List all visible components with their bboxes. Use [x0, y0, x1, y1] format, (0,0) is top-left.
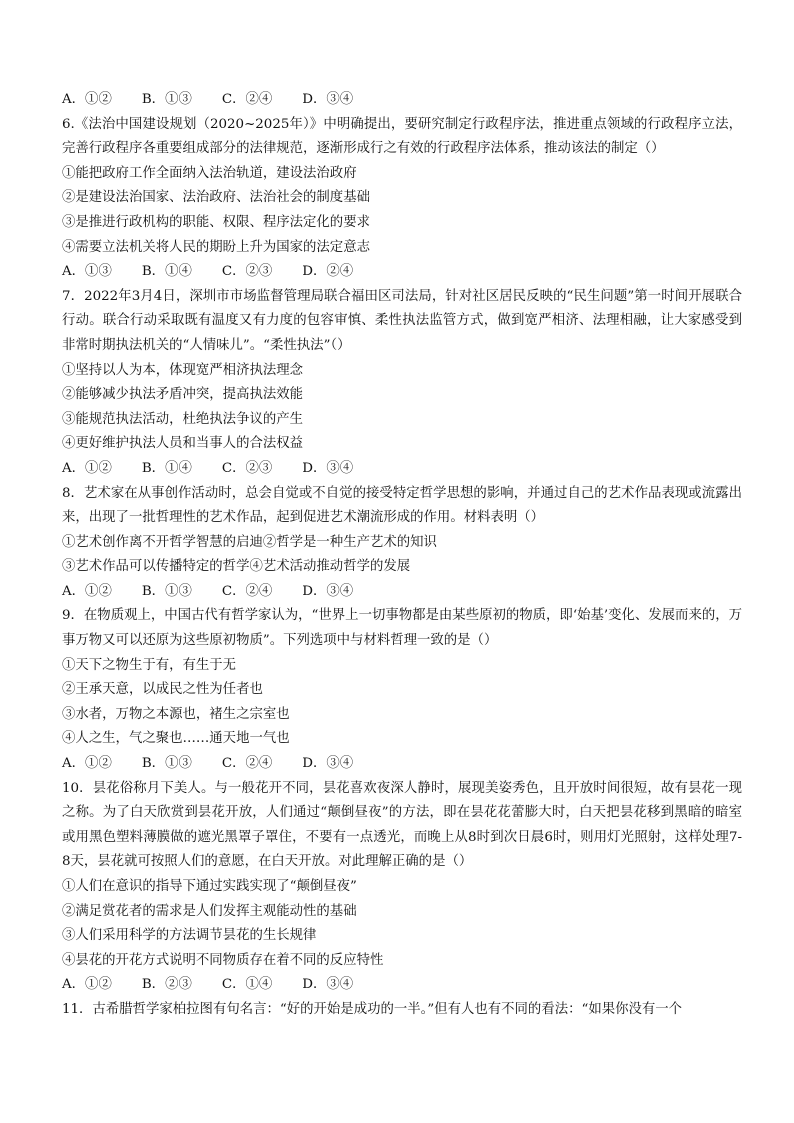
option-a: A．①③ — [62, 264, 112, 280]
option-c: C．②④ — [221, 583, 273, 599]
option-d: D．③④ — [302, 460, 354, 476]
statement-item: ①人们在意识的指导下通过实践实现了“颠倒昼夜” — [62, 879, 357, 894]
question-6 — [62, 113, 742, 285]
statement-item: ④昙花的开花方式说明不同物质存在着不同的反应特性 — [62, 952, 384, 968]
question-stem: 8．艺术家在从事创作活动时，总会自觉或不自觉的接受特定哲学思想的影响，并通过自己的艺术作品表现或流露出来，出现了一批哲理性的艺术作品，起到促进艺术潮流形成的作用。材料表明（） — [62, 485, 742, 526]
option-c: C．②④ — [221, 92, 273, 107]
answer-options — [62, 580, 742, 605]
option-c: C．②③ — [221, 264, 273, 280]
question-9 — [62, 604, 742, 776]
statement-item: ②王承天意，以成民之性为任者也 — [62, 682, 263, 698]
question-11-stem: 11．古希腊哲学家柏拉图有句名言：“好的开始是成功的一半。”但有人也有不同的看法：“如果你没有一个 — [62, 1001, 683, 1017]
option-d: D．③④ — [302, 977, 354, 993]
option-b: B．①③ — [141, 756, 192, 772]
option-a: A．①② — [62, 92, 112, 107]
statement-item: ①能把政府工作全面纳入法治轨道，建设法治政府 — [62, 165, 357, 181]
statement-item: ①坚持以人为本，体现宽严相济执法理念 — [62, 362, 304, 378]
question-stem: 10．昙花俗称月下美人。与一般花开不同，昙花喜欢夜深人静时，展现美姿秀色，且开放时间很短，故有昙花一现之称。为了白天欣赏到昙花开放，人们通过“颠倒昼夜”的方法，即在昙花花蕾膨大时，白天把昙花移到黑暗的暗室或用黑色塑料薄膜做的遮光黑罩子罩住，不要有一点透光，而晚上从8时到次日晨6时，则用灯光照射，这样处理7-8天，昙花就可按照人们的意愿，在白天开放。对此理解正确的是（） — [62, 780, 742, 870]
statement-item: ③能规范执法活动，杜绝执法争议的产生 — [62, 411, 304, 427]
answer-options — [62, 260, 742, 285]
option-a: A．①② — [62, 977, 112, 993]
statement-item: ②是建设法治国家、法治政府、法治社会的制度基础 — [62, 190, 370, 206]
exam-page — [62, 88, 742, 1023]
option-c: C．②③ — [221, 460, 273, 476]
question-stem: 7．2022年3月4日，深圳市市场监督管理局联合福田区司法局，针对社区居民反映的“民生问题”第一时间开展联合行动。联合行动采取既有温度又有力度的包容审慎、柔性执法监管方式，做到宽严相济、法理相融，让大家感受到非常时期执法机关的“人情味儿”。“柔性执法”（） — [62, 288, 742, 353]
option-a: A．①② — [62, 460, 112, 476]
question-8 — [62, 482, 742, 605]
option-b: B．②③ — [141, 977, 192, 993]
option-d: D．②④ — [302, 264, 354, 280]
statement-item: ④需要立法机关将人民的期盼上升为国家的法定意志 — [62, 239, 370, 255]
option-d: D．③④ — [302, 583, 354, 599]
question-stem: 6.《法治中国建设规划（2020~2025年）》中明确提出，要研究制定行政程序法，推进重点领域的行政程序立法，完善行政程序各重要组成部分的法律规范，逐渐形成行之有效的行政程序法体系，推动该法的制定（） — [62, 116, 742, 157]
statement-item: ③是推进行政机构的职能、权限、程序法定化的要求 — [62, 214, 370, 230]
statement-item: ①艺术创作离不开哲学智慧的启迪②哲学是一种生产艺术的知识 — [62, 534, 437, 550]
statement-item: ②能够减少执法矛盾冲突，提高执法效能 — [62, 387, 304, 403]
option-b: B．①④ — [141, 460, 192, 476]
option-b: B．①③ — [141, 583, 192, 599]
answer-options — [62, 752, 742, 777]
question-stem: 9．在物质观上，中国古代有哲学家认为，“世界上一切事物都是由某些原初的物质，即‘始基’变化、发展而来的，万事万物又可以还原为这些原初物质”。下列选项中与材料哲理一致的是（） — [62, 608, 743, 649]
option-a: A．①② — [62, 583, 112, 599]
question-10 — [62, 777, 742, 998]
statement-item: ④更好维护执法人员和当事人的合法权益 — [62, 436, 304, 452]
statement-item: ②满足赏花者的需求是人们发挥主观能动性的基础 — [62, 903, 357, 919]
statement-item: ③艺术作品可以传播特定的哲学④艺术活动推动哲学的发展 — [62, 559, 411, 575]
option-a: A．①② — [62, 756, 112, 772]
statement-item: ①天下之物生于有，有生于无 — [62, 657, 237, 673]
statement-item: ③人们采用科学的方法调节昙花的生长规律 — [62, 928, 317, 944]
option-d: D．③④ — [302, 756, 354, 772]
option-b: B．①④ — [141, 264, 192, 280]
option-b: B．①③ — [141, 92, 192, 107]
answer-options — [62, 973, 742, 998]
q5-options — [62, 88, 742, 113]
option-c: C．②④ — [221, 756, 273, 772]
answer-options — [62, 457, 742, 482]
option-c: C．①④ — [221, 977, 273, 993]
option-d: D．③④ — [302, 92, 354, 107]
question-7 — [62, 285, 742, 482]
statement-item: ③水者，万物之本源也，褚生之宗室也 — [62, 706, 290, 722]
statement-item: ④人之生，气之聚也……通天地一气也 — [62, 731, 290, 747]
